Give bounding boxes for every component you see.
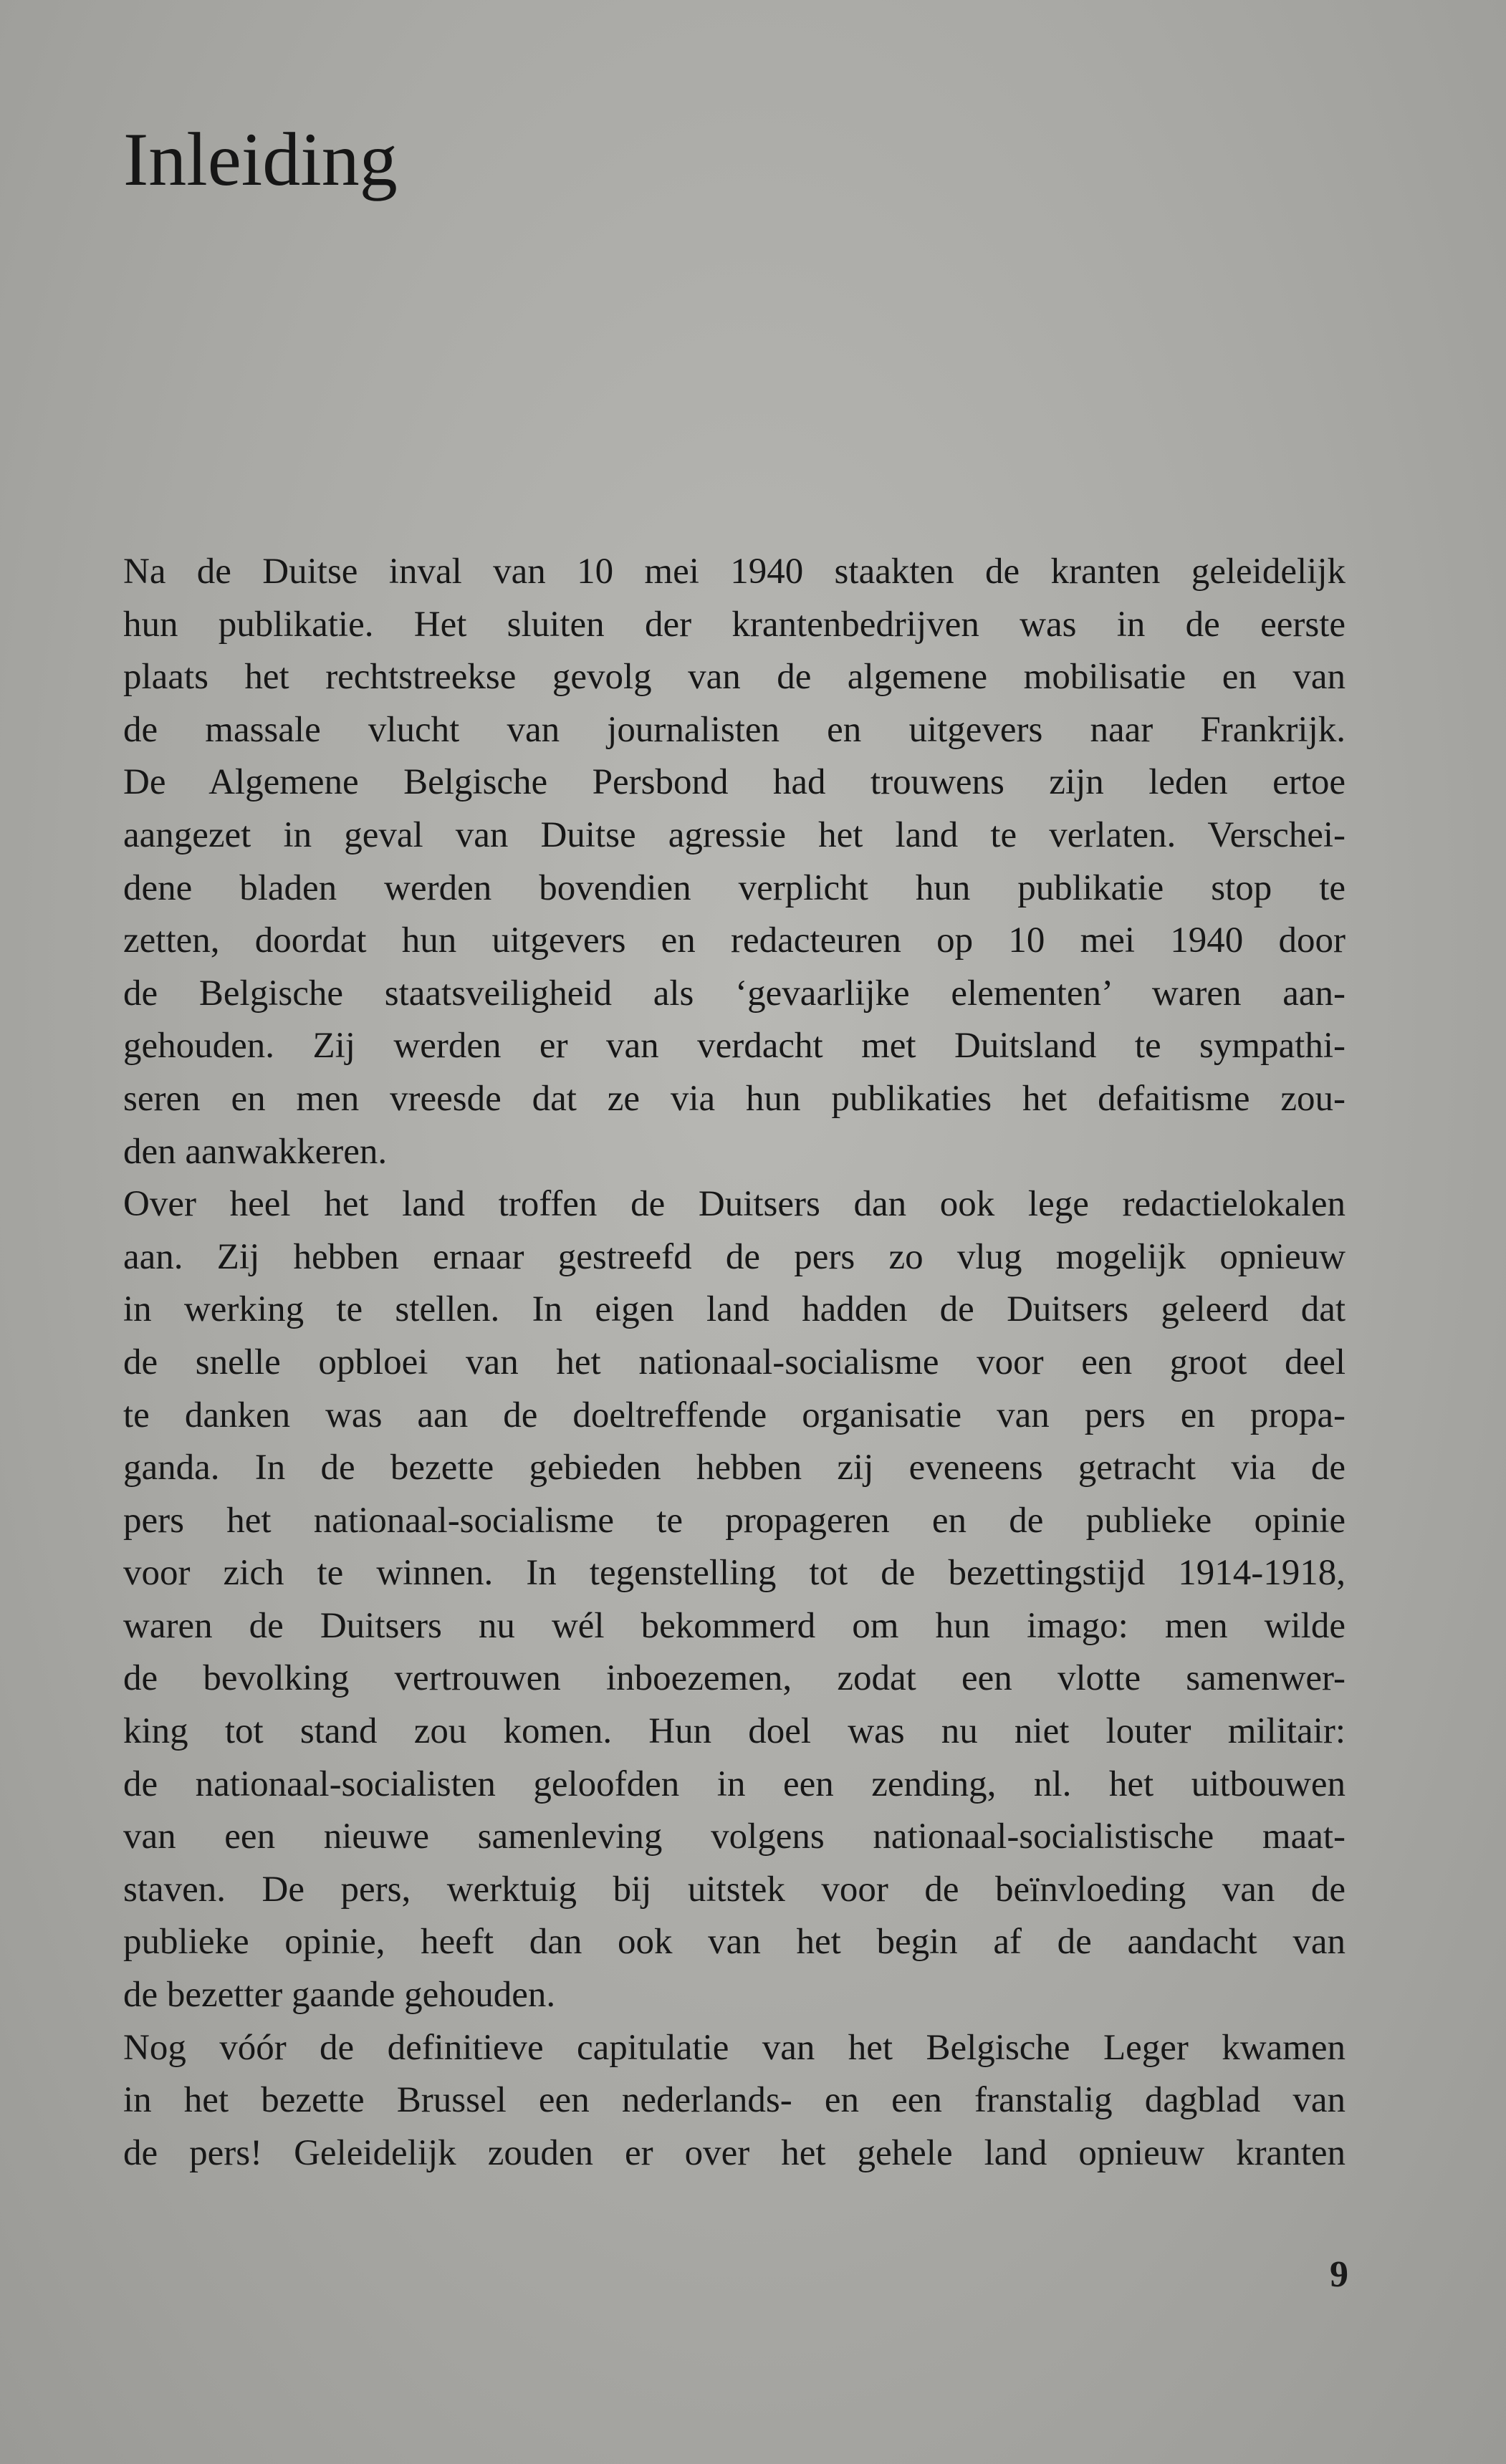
text-line: den aanwakkeren. [123, 1131, 388, 1172]
text-line: king tot stand zou komen. Hun doel was nu niet louter militair: [123, 1711, 1346, 1752]
text-line: plaats het rechtstreekse gevolg van de algemene mobilisatie en van [123, 657, 1346, 698]
text-line: in het bezette Brussel een nederlands- en een franstalig dagblad van [123, 2080, 1346, 2121]
text-line: voor zich te winnen. In tegenstelling tot de bezettingstijd 1914-1918, [123, 1553, 1346, 1594]
text-line: staven. De pers, werktuig bij uitstek voor de beïnvloeding van de [123, 1869, 1346, 1910]
text-line: de nationaal-socialisten geloofden in een zending, nl. het uitbouwen [123, 1763, 1346, 1804]
text-line: de snelle opbloei van het nationaal-socialisme voor een groot deel [123, 1342, 1346, 1382]
text-line: van een nieuwe samenleving volgens nationaal-socialistische maat- [123, 1816, 1346, 1857]
text-line: waren de Duitsers nu wél bekommerd om hun imago: men wilde [123, 1605, 1346, 1646]
page-number: 9 [1330, 2254, 1348, 2295]
text-line: dene bladen werden bovendien verplicht hun publikatie stop te [123, 867, 1346, 908]
text-line: De Algemene Belgische Persbond had trouwens zijn leden ertoe [123, 762, 1346, 803]
text-line: Na de Duitse inval van 10 mei 1940 staakten de kranten geleidelijk [123, 552, 1346, 592]
chapter-heading: Inleiding [123, 117, 398, 201]
text-line: seren en men vreesde dat ze via hun publikaties het defaitisme zou- [123, 1078, 1346, 1119]
text-line: hun publikatie. Het sluiten der krantenbedrijven was in de eerste [123, 604, 1346, 645]
text-line: de pers! Geleidelijk zouden er over het gehele land opnieuw kranten [123, 2132, 1346, 2173]
text-line: publieke opinie, heeft dan ook van het begin af de aandacht van [123, 1922, 1346, 1963]
text-line: aangezet in geval van Duitse agressie het land te verlaten. Verschei- [123, 814, 1346, 855]
text-line: pers het nationaal-socialisme te propageren en de publieke opinie [123, 1500, 1346, 1541]
text-line: de Belgische staatsveiligheid als ‘gevaarlijke elementen’ waren aan- [123, 973, 1346, 1014]
text-line: de massale vlucht van journalisten en uitgevers naar Frankrijk. [123, 709, 1346, 750]
text-line: te danken was aan de doeltreffende organisatie van pers en propa- [123, 1395, 1346, 1435]
text-line: ganda. In de bezette gebieden hebben zij eveneens getracht via de [123, 1448, 1346, 1488]
text-line: Over heel het land troffen de Duitsers dan ook lege redactielokalen [123, 1184, 1346, 1225]
body-text [123, 546, 1346, 2180]
text-line: aan. Zij hebben ernaar gestreefd de pers zo vlug mogelijk opnieuw [123, 1236, 1346, 1277]
text-line: Nog vóór de definitieve capitulatie van het Belgische Leger kwamen [123, 2027, 1346, 2068]
text-line: de bevolking vertrouwen inboezemen, zodat een vlotte samenwer- [123, 1658, 1346, 1699]
text-line: de bezetter gaande gehouden. [123, 1975, 556, 2016]
text-line: zetten, doordat hun uitgevers en redacteuren op 10 mei 1940 door [123, 920, 1346, 961]
text-line: gehouden. Zij werden er van verdacht met Duitsland te sympathi- [123, 1026, 1346, 1067]
text-line: in werking te stellen. In eigen land hadden de Duitsers geleerd dat [123, 1289, 1346, 1330]
